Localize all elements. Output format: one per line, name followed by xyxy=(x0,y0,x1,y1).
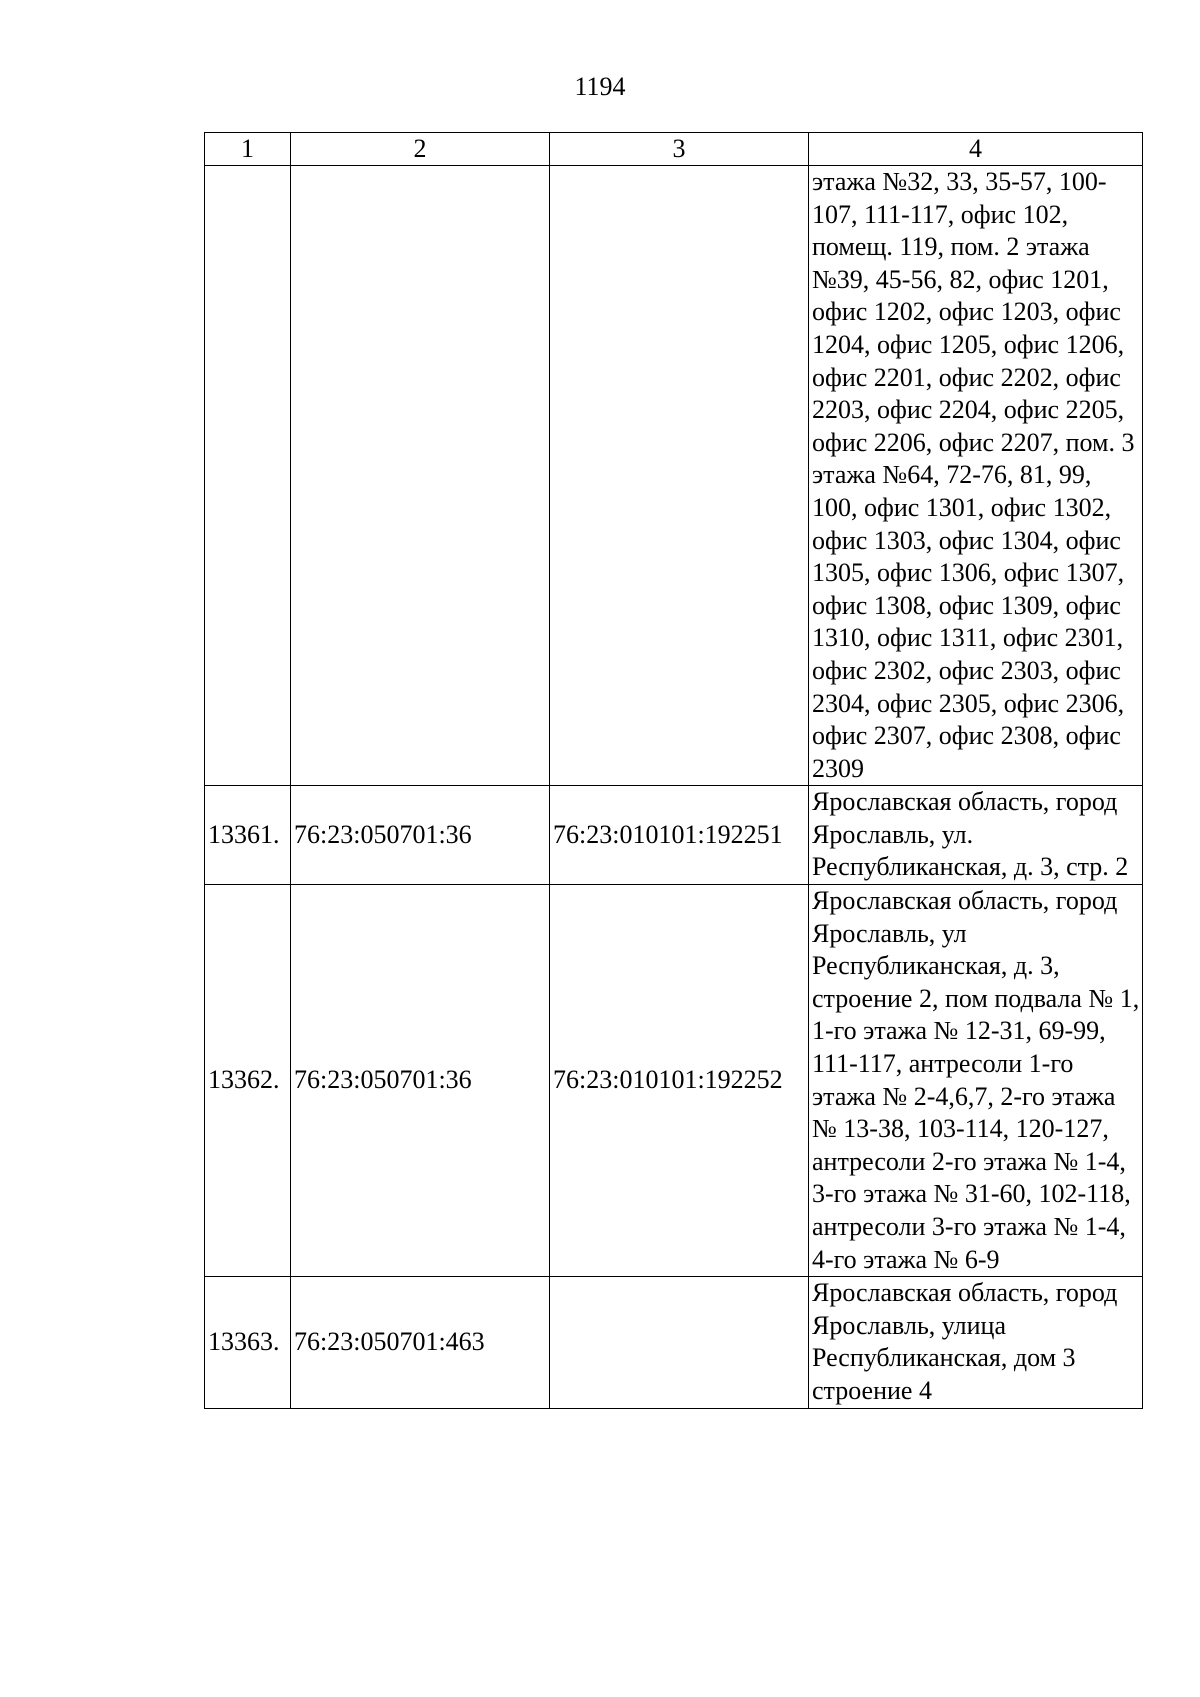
cell-cadastral-object xyxy=(550,166,809,786)
registry-table xyxy=(204,132,1143,1409)
table-row xyxy=(205,1277,1143,1408)
cell-cadastral-object xyxy=(550,1277,809,1408)
table-header-row xyxy=(205,133,1143,166)
cell-cadastral-parcel: 76:23:050701:36 xyxy=(291,786,550,885)
cell-cadastral-parcel: 76:23:050701:463 xyxy=(291,1277,550,1408)
cell-address: Ярославская область, город Ярославль, ул. Республиканская, д. 3, стр. 2 xyxy=(809,786,1143,885)
page-number: 1194 xyxy=(574,72,626,101)
column-header-2: 2 xyxy=(291,133,550,166)
cell-num: 13361. xyxy=(205,786,291,885)
cell-address: этажа №32, 33, 35-57, 100-107, 111-117, офис 102, помещ. 119, пом. 2 этажа №39, 45-56, 82, офис 1201, офис 1202, офис 1203, офис 1204, офис 1205, офис 1206, офис 2201, офис 2202, офис 2203, офис 2204, офис 2205, офис 2206, офис 2207, пом. 3 этажа №64, 72-76, 81, 99, 100, офис 1301, офис 1302, офис 1303, офис 1304, офис 1305, офис 1306, офис 1307, офис 1308, офис 1309, офис 1310, офис 1311, офис 2301, офис 2302, офис 2303, офис 2304, офис 2305, офис 2306, офис 2307, офис 2308, офис 2309 xyxy=(809,166,1143,786)
cell-cadastral-object: 76:23:010101:192252 xyxy=(550,885,809,1277)
cell-num: 13363. xyxy=(205,1277,291,1408)
table-row xyxy=(205,885,1143,1277)
table-row xyxy=(205,786,1143,885)
cell-cadastral-object: 76:23:010101:192251 xyxy=(550,786,809,885)
cell-num xyxy=(205,166,291,786)
cell-cadastral-parcel xyxy=(291,166,550,786)
column-header-4: 4 xyxy=(809,133,1143,166)
table-row xyxy=(205,166,1143,786)
cell-num: 13362. xyxy=(205,885,291,1277)
column-header-3: 3 xyxy=(550,133,809,166)
cell-cadastral-parcel: 76:23:050701:36 xyxy=(291,885,550,1277)
cell-address: Ярославская область, город Ярославль, улица Республиканская, дом 3 строение 4 xyxy=(809,1277,1143,1408)
cell-address: Ярославская область, город Ярославль, ул Республиканская, д. 3, строение 2, пом подвала № 1, 1-го этажа № 12-31, 69-99, 111-117, антресоли 1-го этажа № 2-4,6,7, 2-го этажа № 13-38, 103-114, 120-127, антресоли 2-го этажа № 1-4, 3-го этажа № 31-60, 102-118, антресоли 3-го этажа № 1-4, 4-го этажа № 6-9 xyxy=(809,885,1143,1277)
column-header-1: 1 xyxy=(205,133,291,166)
